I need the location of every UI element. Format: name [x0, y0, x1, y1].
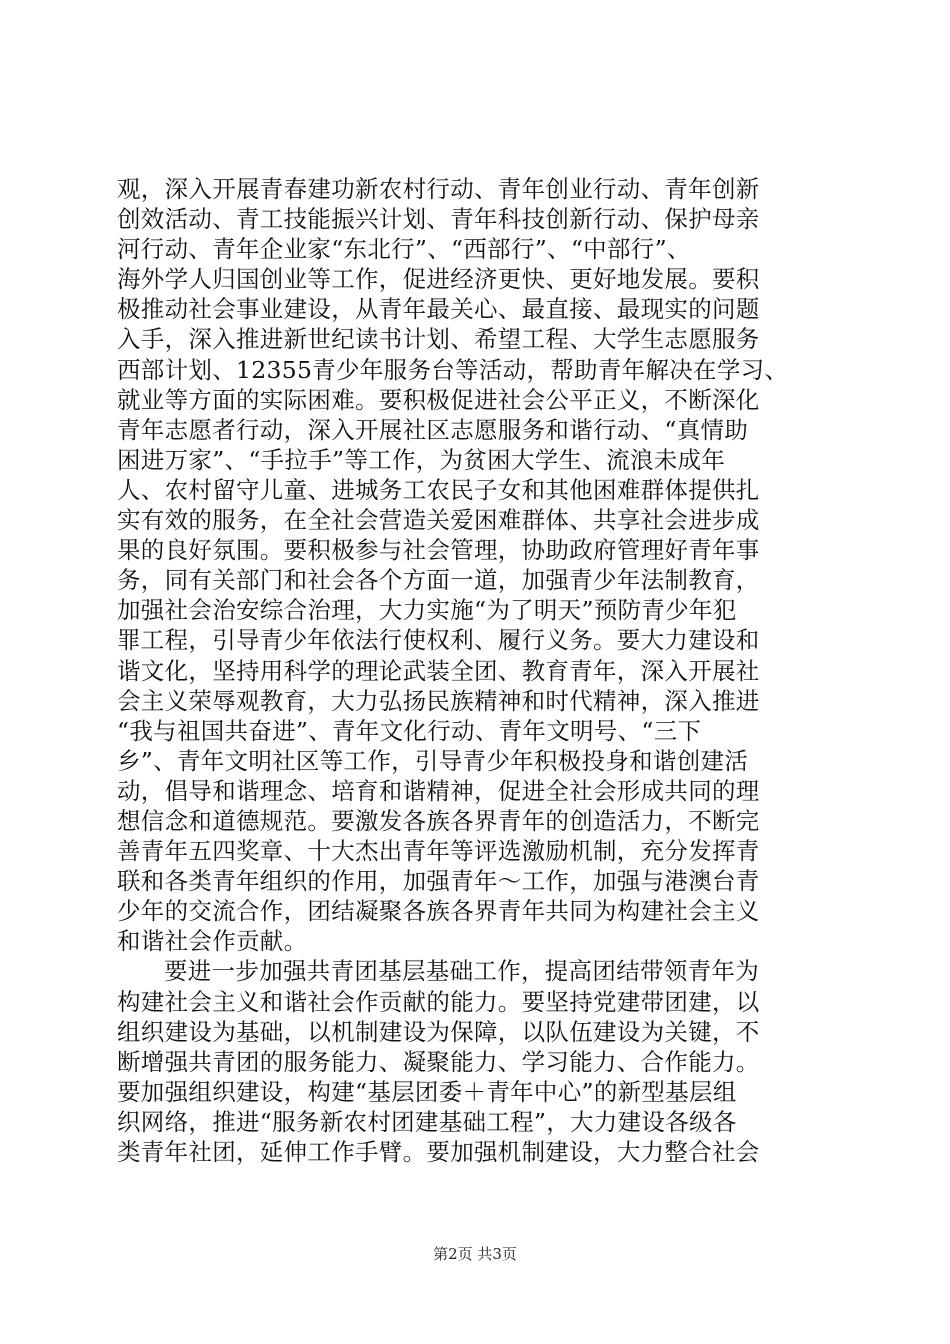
text-line: 断增强共青团的服务能力、凝聚能力、学习能力、合作能力。: [117, 1047, 760, 1076]
text-line: 极推动社会事业建设，从青年最关心、最直接、最现实的问题: [117, 295, 760, 324]
text-line: 乡”、青年文明社区等工作，引导青少年积极投身和谐创建活: [117, 746, 749, 775]
text-line: 困进万家”、“手拉手”等工作，为贫困大学生、流浪未成年: [117, 445, 726, 474]
text-line: 创效活动、青工技能振兴计划、青年科技创新行动、保护母亲: [117, 205, 760, 234]
text-line: 想信念和道德规范。要激发各族各界青年的创造活力，不断完: [117, 806, 760, 835]
text-line: 和谐社会作贡献。: [117, 927, 308, 956]
text-line: 河行动、青年企业家“东北行”、“西部行”、“中部行”、: [117, 235, 691, 264]
paragraph-start-line: 要进一步加强共青团基层基础工作，提高团结带领青年为: [164, 957, 759, 986]
text-line: 织网络，推进“服务新农村团建基础工程”，大力建设各级各: [117, 1107, 737, 1136]
page-number-label: 第2页 共3页: [433, 1245, 517, 1263]
text-line: 动，倡导和谐理念、培育和谐精神，促进全社会形成共同的理: [117, 776, 760, 805]
text-line: 务，同有关部门和社会各个方面一道，加强青少年法制教育，: [117, 566, 760, 595]
text-line: “我与祖国共奋进”、青年文化行动、青年文明号、“三下: [117, 716, 702, 745]
text-line: 西部计划、12355青少年服务台等活动，帮助青年解决在学习、: [117, 355, 789, 384]
text-line: 观，深入开展青春建功新农村行动、青年创业行动、青年创新: [117, 175, 760, 203]
text-line: 联和各类青年组织的作用，加强青年～工作，加强与港澳台青: [117, 867, 760, 896]
text-line: 组织建设为基础，以机制建设为保障，以队伍建设为关键，不: [117, 1017, 760, 1046]
text-line: 海外学人归国创业等工作，促进经济更快、更好地发展。要积: [117, 265, 760, 294]
text-line: 青年志愿者行动，深入开展社区志愿服务和谐行动、“真情助: [117, 415, 749, 444]
text-line: 人、农村留守儿童、进城务工农民子女和其他困难群体提供扎: [117, 475, 760, 504]
text-line: 谐文化，坚持用科学的理论武装全团、教育青年，深入开展社: [117, 656, 760, 685]
page-footer: [0, 1244, 950, 1264]
text-line: 会主义荣辱观教育，大力弘扬民族精神和时代精神，深入推进: [117, 686, 760, 715]
text-line: 类青年社团，延伸工作手臂。要加强机制建设，大力整合社会: [117, 1138, 760, 1166]
text-line: 善青年五四奖章、十大杰出青年等评选激励机制，充分发挥青: [117, 837, 760, 866]
text-line: 少年的交流合作，团结凝聚各族各界青年共同为构建社会主义: [117, 897, 760, 926]
text-line: 实有效的服务，在全社会营造关爱困难群体、共享社会进步成: [117, 506, 760, 535]
text-line: 加强社会治安综合治理，大力实施“为了明天”预防青少年犯: [117, 596, 737, 625]
text-line: 要加强组织建设，构建“基层团委＋青年中心”的新型基层组: [117, 1077, 737, 1106]
text-line: 入手，深入推进新世纪读书计划、希望工程、大学生志愿服务: [117, 325, 760, 354]
body-text: [117, 174, 833, 1167]
text-line: 罪工程，引导青少年依法行使权利、履行义务。要大力建设和: [117, 626, 760, 655]
text-line: 就业等方面的实际困难。要积极促进社会公平正义，不断深化: [117, 385, 760, 414]
text-line: 果的良好氛围。要积极参与社会管理，协助政府管理好青年事: [117, 536, 760, 565]
text-line: 构建社会主义和谐社会作贡献的能力。要坚持党建带团建，以: [117, 987, 760, 1016]
